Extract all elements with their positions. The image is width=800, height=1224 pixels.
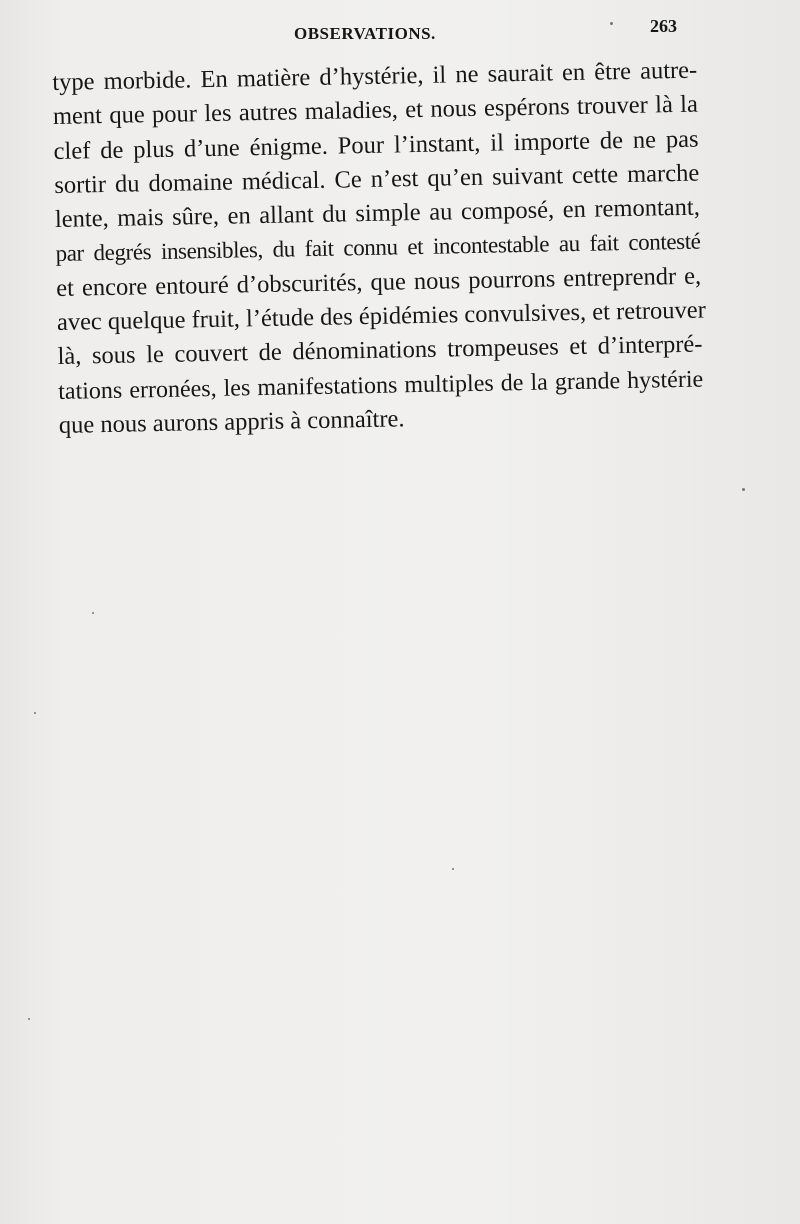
paper-speck <box>28 1018 30 1020</box>
paper-speck <box>34 712 36 714</box>
text-line: type morbide. En matière d’hystérie, il ne saurait en être autre- <box>52 56 698 96</box>
page-header <box>0 14 800 54</box>
text-line: ment que pour les autres maladies, et nous espérons trouver là la <box>52 90 699 131</box>
text-line: tations erronées, les manifestations multiples de la grande hystérie <box>58 366 704 405</box>
paper-speck <box>742 488 745 491</box>
text-line: avec quelque fruit, l’étude des épidémies convulsives, et retrouver <box>56 296 707 337</box>
paper-speck <box>452 868 454 870</box>
text-line: clef de plus d’une énigme. Pour l’instant, il importe de ne pas <box>53 125 699 165</box>
text-line: sortir du domaine médical. Ce n’est qu’en suivant cette marche <box>54 159 700 199</box>
page-number: 263 <box>650 16 677 36</box>
text-line: que nous aurons appris à connaître. <box>58 405 405 439</box>
body-paragraph <box>52 54 707 444</box>
text-line: par degrés insensibles, du fait connu et incontestable au fait contesté <box>55 229 701 267</box>
running-title: OBSERVATIONS. <box>294 24 436 43</box>
text-line: lente, mais sûre, en allant du simple au composé, en remontant, <box>54 193 701 234</box>
text-line: et encore entouré d’obscurités, que nous pourrons entreprendr e, <box>56 262 702 302</box>
text-line: là, sous le couvert de dénominations trompeuses et d’interpré- <box>57 330 703 371</box>
paper-speck <box>92 612 94 614</box>
